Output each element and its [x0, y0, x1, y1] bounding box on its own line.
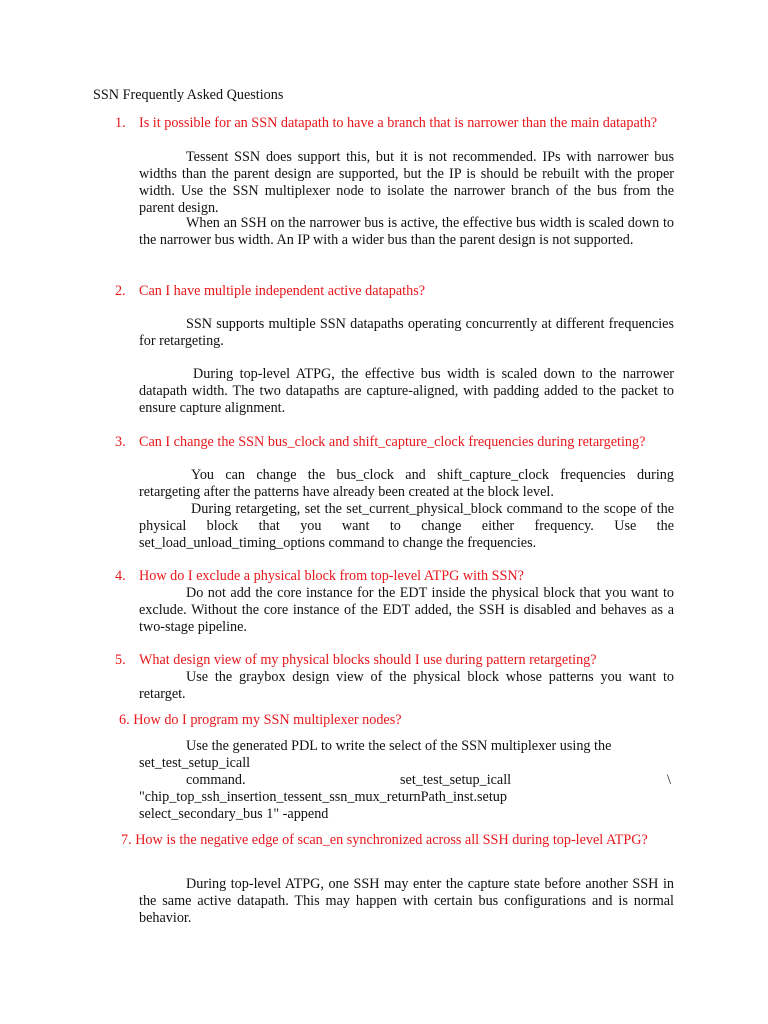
question-2: Can I have multiple independent active datapaths? — [139, 283, 426, 299]
document-title: SSN Frequently Asked Questions — [93, 87, 284, 103]
answer-6-line-5: select_secondary_bus 1" -append — [139, 806, 329, 822]
question-7: 7. How is the negative edge of scan_en synchronized across all SSH during top-level ATPG? — [121, 832, 648, 848]
answer-3-paragraph-2: During retargeting, set the set_current_physical_block command to the scope of the physical block that you want to change either frequency. Use the set_load_unload_timing_options command to change the frequencies. — [139, 501, 674, 551]
answer-6-line-3-icall: set_test_setup_icall — [400, 772, 512, 788]
question-number-2: 2. — [115, 283, 126, 299]
question-5: What design view of my physical blocks should I use during pattern retargeting? — [139, 652, 597, 668]
answer-6-line-3-command: command. — [186, 772, 246, 788]
answer-2-paragraph-1: SSN supports multiple SSN datapaths operating concurrently at different frequencies for retargeting. — [139, 316, 674, 349]
question-3: Can I change the SSN bus_clock and shift_capture_clock frequencies during retargeting? — [139, 434, 646, 450]
answer-2-paragraph-2: During top-level ATPG, the effective bus width is scaled down to the narrower datapath width. The two datapaths are capture-aligned, with padding added to the packet to ensure capture alignment. — [139, 366, 674, 416]
answer-6-line-3-backslash: \ — [667, 772, 671, 788]
question-number-4: 4. — [115, 568, 126, 584]
question-6: 6. How do I program my SSN multiplexer nodes? — [119, 712, 402, 728]
answer-6-line-4: "chip_top_ssh_insertion_tessent_ssn_mux_returnPath_inst.setup — [139, 789, 507, 805]
question-1: Is it possible for an SSN datapath to have a branch that is narrower than the main datapath? — [139, 115, 658, 131]
answer-5-paragraph-1: Use the graybox design view of the physical block whose patterns you want to retarget. — [139, 669, 674, 702]
answer-4-paragraph-1: Do not add the core instance for the EDT inside the physical block that you want to exclude. Without the core instance of the EDT added, the SSH is disabled and behaves as a two-stage pipeline. — [139, 585, 674, 635]
answer-1-paragraph-2: When an SSH on the narrower bus is active, the effective bus width is scaled down to the narrower bus width. An IP with a wider bus than the parent design is not supported. — [139, 215, 674, 248]
answer-7-paragraph-1: During top-level ATPG, one SSH may enter the capture state before another SSH in the same active datapath. This may happen with certain bus configurations and is normal behavior. — [139, 876, 674, 926]
answer-1-paragraph-1: Tessent SSN does support this, but it is not recommended. IPs with narrower bus widths than the parent design are supported, but the IP is should be rebuilt with the proper width. Use the SSN multiplexer node to isolate the narrower branch of the bus from the parent design. — [139, 149, 674, 216]
question-number-5: 5. — [115, 652, 126, 668]
answer-6-line-1: Use the generated PDL to write the select of the SSN multiplexer using the — [186, 738, 612, 754]
answer-3-paragraph-1: You can change the bus_clock and shift_capture_clock frequencies during retargeting after the patterns have already been created at the block level. — [139, 467, 674, 500]
question-number-3: 3. — [115, 434, 126, 450]
question-4: How do I exclude a physical block from top-level ATPG with SSN? — [139, 568, 524, 584]
question-number-1: 1. — [115, 115, 126, 131]
answer-6-line-2: set_test_setup_icall — [139, 755, 251, 771]
